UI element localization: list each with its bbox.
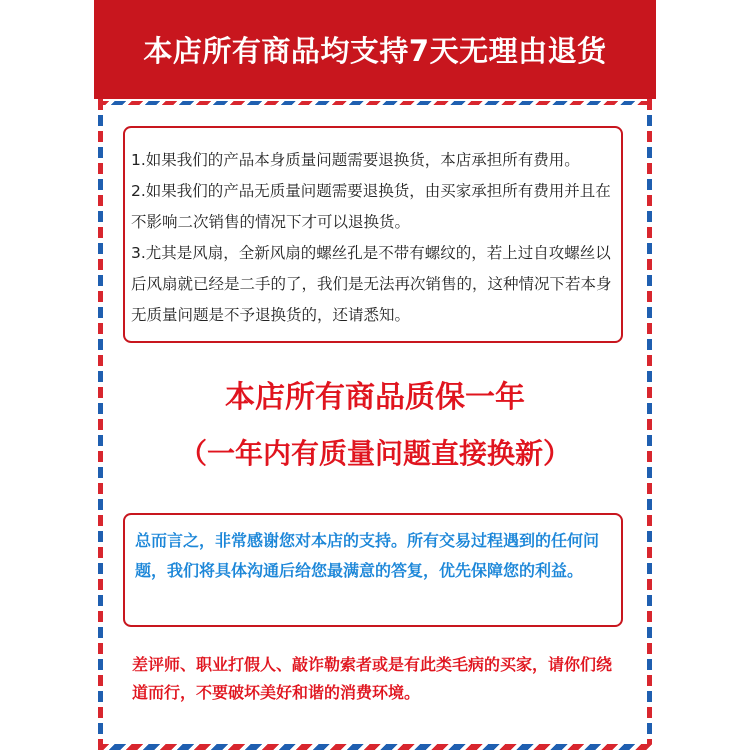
warranty-subline: （一年内有质量问题直接换新） xyxy=(178,437,571,470)
thanks-text: 总而言之，非常感谢您对本店的支持。所有交易过程遇到的任何问题，我们将具体沟通后给您最满意的答复，优先保障您的利益。 xyxy=(135,531,600,580)
airmail-border-right xyxy=(647,99,652,750)
return-rules-box xyxy=(123,126,623,343)
airmail-border-top xyxy=(98,101,652,105)
airmail-border-left xyxy=(98,99,103,750)
warning-text: 差评师、职业打假人、敲诈勒索者或是有此类毛病的买家，请你们绕道而行，不要破坏美好和谐的消费环境。 xyxy=(132,655,613,702)
warranty-headline: 本店所有商品质保一年 xyxy=(225,380,525,415)
airmail-border-bottom xyxy=(98,744,652,750)
rule-item-2: 2.如果我们的产品无质量问题需要退换货，由买家承担所有费用并且在不影响二次销售的情况下才可以退换货。 xyxy=(131,182,611,231)
thanks-box xyxy=(123,513,623,627)
notice-card xyxy=(94,0,656,750)
rule-item-1: 1.如果我们的产品本身质量问题需要退换货，本店承担所有费用。 xyxy=(131,151,580,169)
rule-item-3: 3.尤其是风扇，全新风扇的螺丝孔是不带有螺纹的，若上过自攻螺丝以后风扇就已经是二手的了，我们是无法再次销售的，这种情况下若本身无质量问题是不予退换货的，还请悉知。 xyxy=(131,244,612,324)
header-title: 本店所有商品均支持7天无理由退货 xyxy=(143,34,607,68)
header-banner xyxy=(94,0,656,99)
